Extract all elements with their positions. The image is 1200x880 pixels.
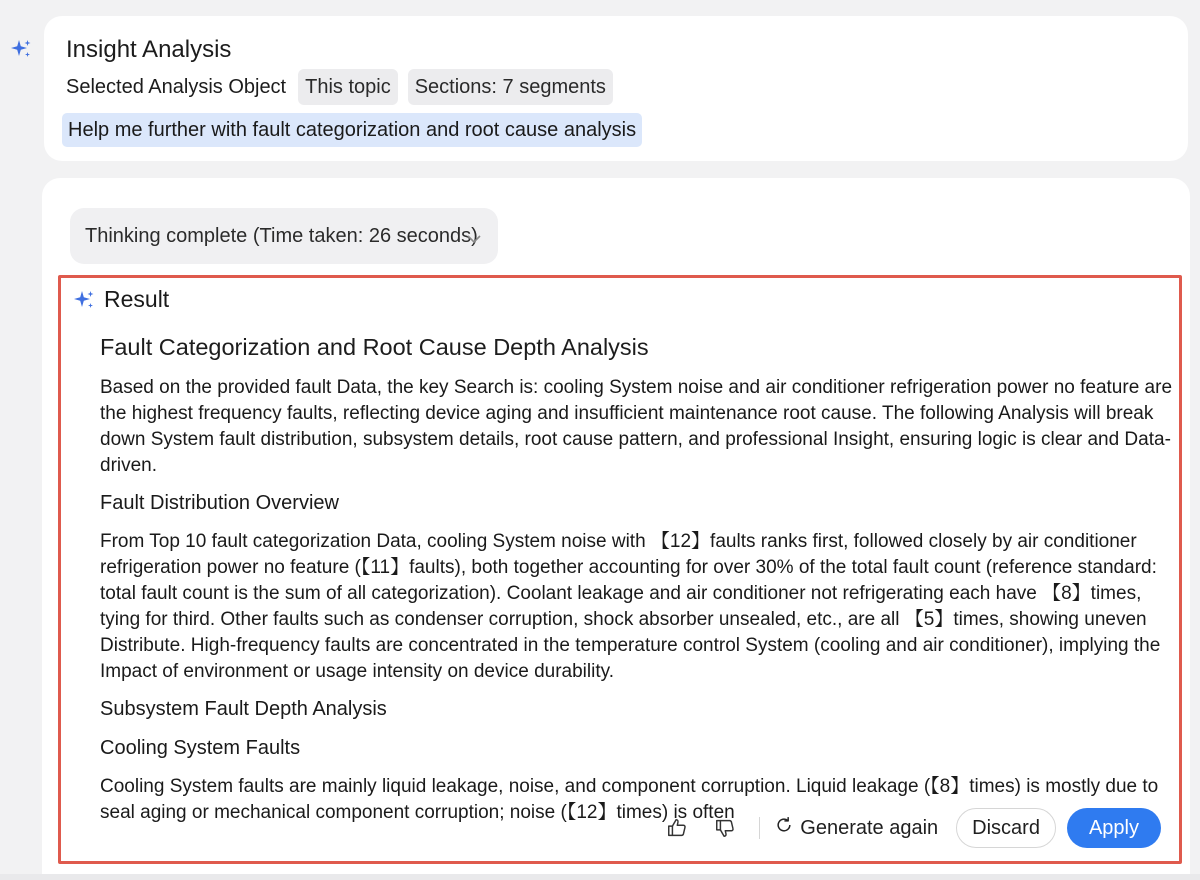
thinking-label: Thinking complete (Time taken: 26 seconds) xyxy=(85,224,478,247)
regenerate-label: Generate again xyxy=(800,816,939,839)
section-title-subsystem: Subsystem Fault Depth Analysis xyxy=(100,698,387,720)
refresh-icon xyxy=(774,815,794,841)
discard-button[interactable]: Discard xyxy=(956,808,1056,848)
user-prompt: Help me further with fault categorization and root cause analysis xyxy=(62,113,642,147)
cooling-paragraph: Cooling System faults are mainly liquid leakage, noise, and component corruption. Liquid leakage (【8】times) is mostly due to seal aging or mechanical component corruption; noise (【12】times) is often xyxy=(100,776,1159,823)
answer-panel xyxy=(42,178,1190,880)
analysis-object-row xyxy=(66,69,613,105)
section-title-cooling: Cooling System Faults xyxy=(100,737,301,759)
regenerate-button[interactable] xyxy=(774,815,938,841)
thinking-toggle[interactable] xyxy=(70,208,498,264)
query-title: Insight Analysis xyxy=(66,36,232,63)
thumbs-down-icon[interactable] xyxy=(707,810,743,846)
apply-button[interactable]: Apply xyxy=(1067,808,1161,848)
action-divider xyxy=(759,817,760,839)
chevron-down-icon xyxy=(466,228,482,251)
chip-topic[interactable]: This topic xyxy=(298,69,398,105)
result-box xyxy=(58,275,1182,864)
intro-paragraph: Based on the provided fault Data, the key Search is: cooling System noise and air conditioner refrigeration power no feature are the highest frequency faults, reflecting device aging and insufficient maintenance root cause. The following Analysis will break down System fault distribution, subsystem details, root cause pattern, and professional Insight, ensuring logic is clear and Data-driven. xyxy=(100,377,1173,476)
result-title: Fault Categorization and Root Cause Depth Analysis xyxy=(100,334,649,360)
result-actions xyxy=(659,808,1161,848)
distribution-paragraph: From Top 10 fault categorization Data, cooling System noise with 【12】faults ranks first, followed closely by air conditioner refrigeration power no feature (【11】faults), both together accounting for over 30% of the total fault count (reference standard: total fault count is the sum of all categorization). Coolant leakage and air conditioner not refrigerating each have 【8】times, tying for third. Other faults such as condenser corruption, shock absorber unsealed, etc., are all 【5】times, showing uneven Distribute. High-frequency faults are concentrated in the temperature control System (cooling and air conditioner), implying the Impact of environment or usage intensity on device durability. xyxy=(100,531,1161,682)
section-title-distribution: Fault Distribution Overview xyxy=(100,492,339,514)
result-content xyxy=(100,334,1175,837)
analysis-object-label: Selected Analysis Object xyxy=(66,75,287,98)
chip-sections[interactable]: Sections: 7 segments xyxy=(408,69,613,105)
query-card xyxy=(44,16,1188,161)
bottom-divider xyxy=(0,874,1200,880)
sparkle-icon xyxy=(73,289,95,311)
result-heading: Result xyxy=(104,286,170,312)
thumbs-up-icon[interactable] xyxy=(659,810,695,846)
sparkle-icon xyxy=(10,38,32,60)
